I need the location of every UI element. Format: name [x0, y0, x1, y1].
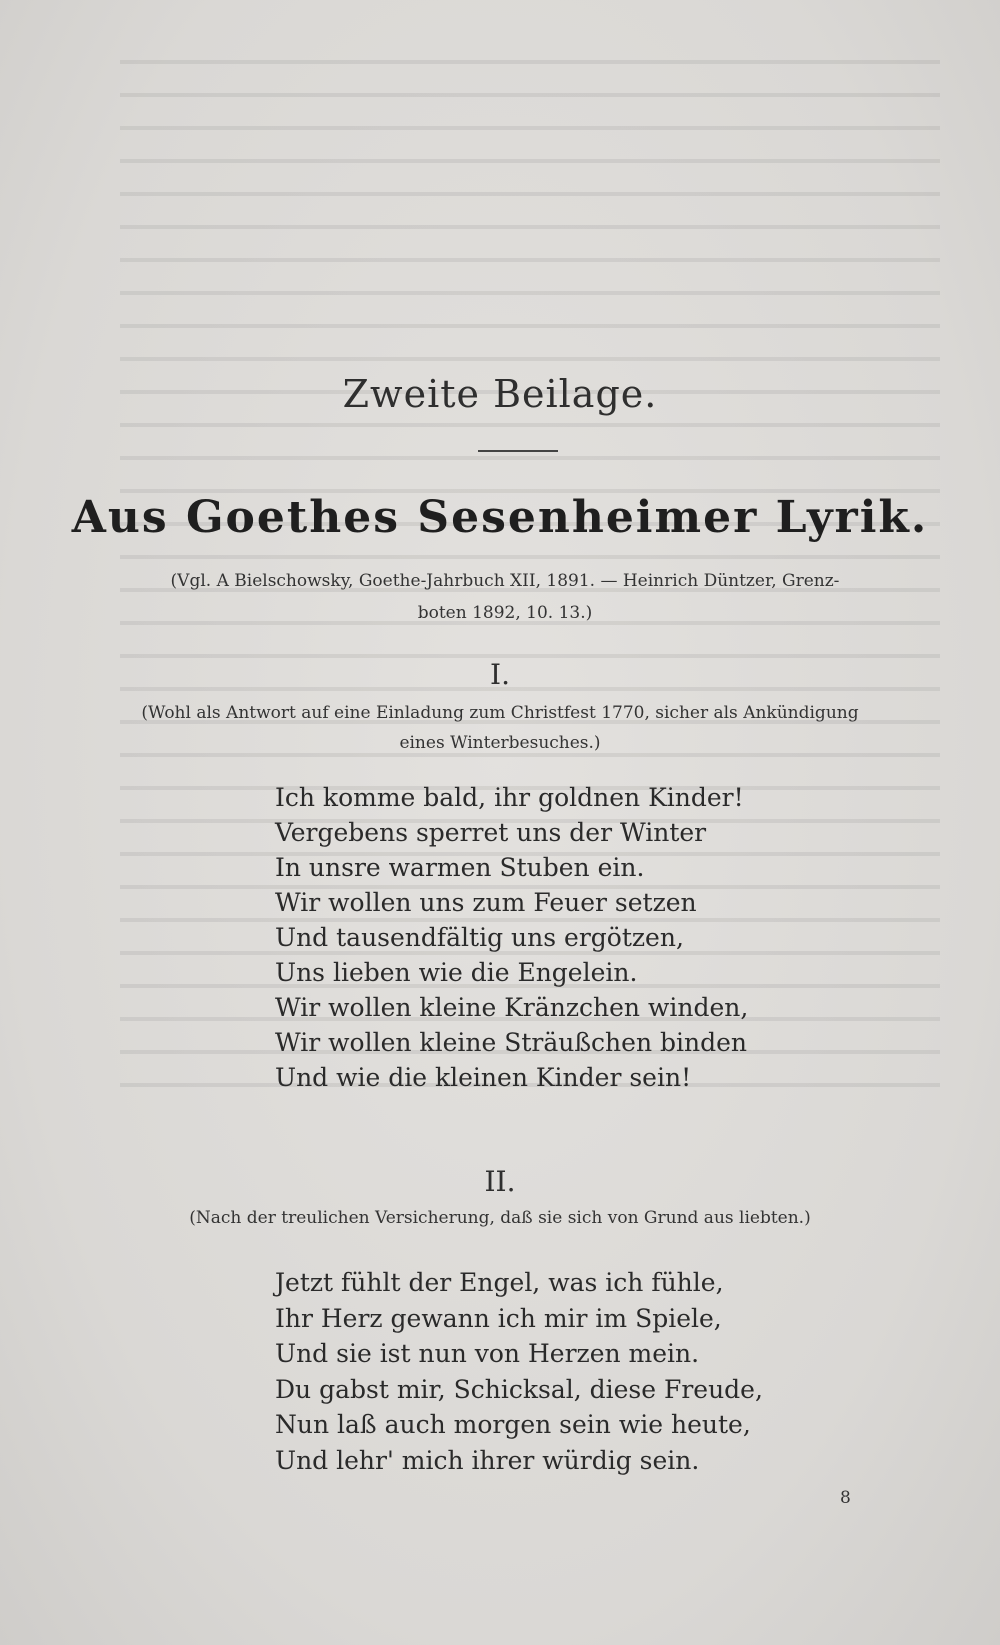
- section-1-note-line-1: (Wohl als Antwort auf eine Einladung zum Christfest 1770, sicher als Ankündigung: [141, 703, 859, 723]
- poem-line: Und sie ist nun von Herzen mein.: [275, 1339, 700, 1368]
- poem-line: Wir wollen uns zum Feuer setzen: [275, 888, 697, 917]
- poem-line: Du gabst mir, Schicksal, diese Freude,: [275, 1374, 763, 1404]
- poem-1: [275, 780, 748, 1095]
- poem-line: Ich komme bald, ihr goldnen Kinder!: [275, 783, 744, 812]
- reference-note: [120, 565, 890, 629]
- poem-line: Ihr Herz gewann ich mir im Spiele,: [275, 1303, 722, 1333]
- poem-line: Wir wollen kleine Sträußchen binden: [275, 1028, 747, 1057]
- page-number: 8: [840, 1488, 851, 1508]
- page-title: Aus Goethes Sesenheimer Lyrik.: [71, 492, 929, 543]
- poem-line: Und wie die kleinen Kinder sein!: [275, 1063, 692, 1092]
- poem-line: In unsre warmen Stuben ein.: [275, 853, 645, 882]
- poem-2: [275, 1265, 763, 1478]
- poem-line: Uns lieben wie die Engelein.: [275, 958, 638, 987]
- section-2-note: (Nach der treulichen Versicherung, daß sie sich von Grund aus liebten.): [189, 1208, 811, 1228]
- reference-line-1: (Vgl. A Bielschowsky, Goethe-Jahrbuch XII, 1891. — Heinrich Düntzer, Grenz-: [170, 571, 840, 591]
- poem-line: Vergebens sperret uns der Winter: [275, 818, 707, 847]
- section-2-number: II.: [484, 1165, 516, 1198]
- poem-line: Und lehr' mich ihrer würdig sein.: [275, 1445, 700, 1475]
- poem-line: Jetzt fühlt der Engel, was ich fühle,: [275, 1268, 724, 1297]
- poem-line: Wir wollen kleine Kränzchen winden,: [275, 993, 749, 1022]
- section-1-number: I.: [490, 658, 510, 691]
- poem-line: Nun laß auch morgen sein wie heute,: [275, 1410, 751, 1439]
- supertitle: Zweite Beilage.: [342, 372, 658, 416]
- title-divider: [478, 450, 558, 452]
- poem-line: Und tausendfältig uns ergötzen,: [275, 923, 684, 952]
- section-1-note: [100, 698, 900, 758]
- reference-line-2: boten 1892, 10. 13.): [417, 603, 593, 623]
- section-1-note-line-2: eines Winterbesuches.): [399, 733, 601, 753]
